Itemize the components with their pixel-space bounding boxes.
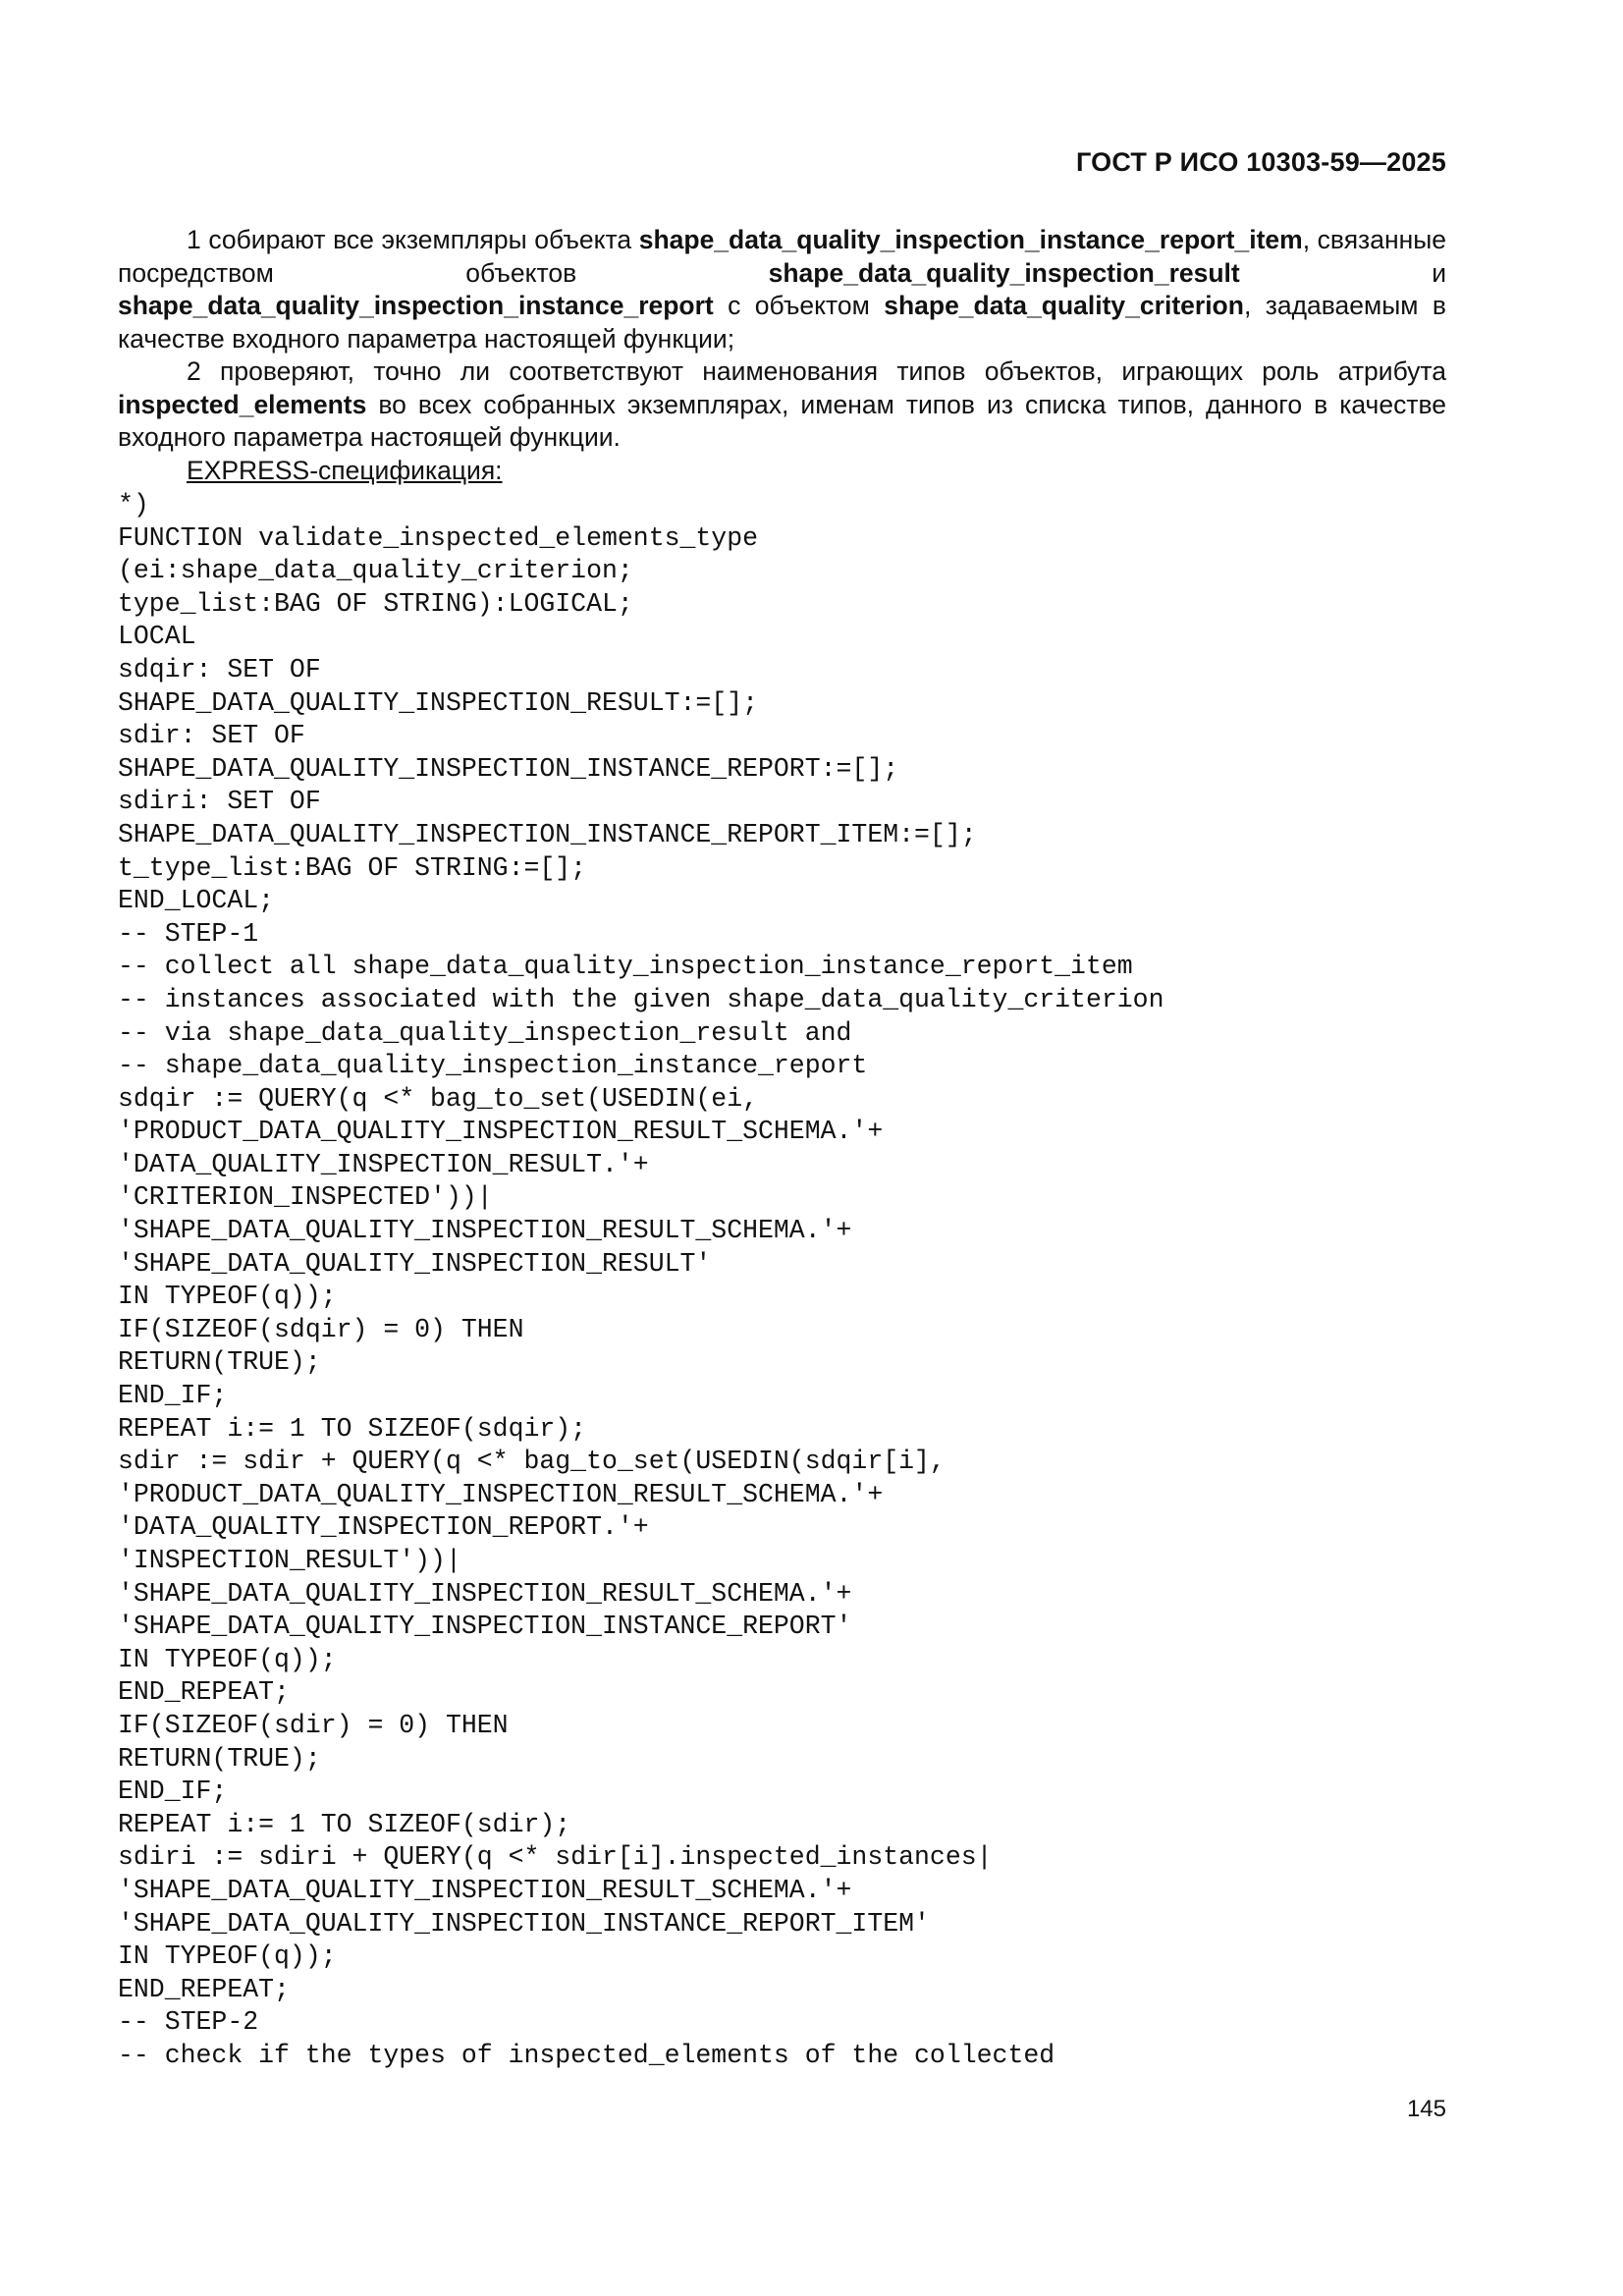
code-line: SHAPE_DATA_QUALITY_INSPECTION_INSTANCE_REPORT:=[];	[118, 753, 899, 784]
text-run: , задаваемым в качестве входного параметра настоящей функции;	[118, 291, 1446, 354]
code-line: 'SHAPE_DATA_QUALITY_INSPECTION_RESULT_SCHEMA.'+	[118, 1578, 852, 1609]
code-line: (ei:shape_data_quality_criterion;	[118, 556, 633, 586]
code-line: -- STEP-2	[118, 2007, 259, 2038]
code-line: 'SHAPE_DATA_QUALITY_INSPECTION_INSTANCE_REPORT_ITEM'	[118, 1908, 930, 1939]
code-line: FUNCTION validate_inspected_elements_type	[118, 522, 759, 553]
code-line: sdir := sdir + QUERY(q <* bag_to_set(USEDIN(sdqir[i],	[118, 1447, 946, 1477]
code-line: 'CRITERION_INSPECTED'))|	[118, 1182, 493, 1213]
code-line: IF(SIZEOF(sdir) = 0) THEN	[118, 1710, 509, 1740]
code-line: sdiri: SET OF	[118, 787, 321, 817]
code-line: -- collect all shape_data_quality_inspection_instance_report_item	[118, 952, 1133, 982]
code-line: SHAPE_DATA_QUALITY_INSPECTION_INSTANCE_REPORT_ITEM:=[];	[118, 819, 977, 849]
code-line: REPEAT i:= 1 TO SIZEOF(sdqir);	[118, 1413, 587, 1444]
page-content	[118, 224, 1446, 2073]
code-line: SHAPE_DATA_QUALITY_INSPECTION_RESULT:=[];	[118, 687, 759, 718]
text-run: 1 собирают все экземпляры объекта	[187, 225, 639, 254]
code-line: LOCAL	[118, 622, 196, 652]
document-header: ГОСТ Р ИСО 10303-59—2025	[1076, 147, 1446, 177]
code-line: END_IF;	[118, 1381, 228, 1411]
code-line: 'SHAPE_DATA_QUALITY_INSPECTION_RESULT_SCHEMA.'+	[118, 1875, 852, 1905]
code-line: IN TYPEOF(q));	[118, 1941, 337, 1972]
code-line: *)	[118, 490, 149, 519]
code-line: sdiri := sdiri + QUERY(q <* sdir[i].inspected_instances|	[118, 1842, 993, 1873]
code-line: sdqir: SET OF	[118, 654, 321, 684]
code-line: RETURN(TRUE);	[118, 1743, 321, 1774]
entity-name: shape_data_quality_inspection_result	[768, 257, 1240, 288]
text-run: и	[1239, 257, 1446, 288]
code-line: IN TYPEOF(q));	[118, 1282, 337, 1312]
text-run: с объектом	[713, 291, 885, 320]
code-line: -- check if the types of inspected_elements of the collected	[118, 2040, 1055, 2070]
code-line: 'SHAPE_DATA_QUALITY_INSPECTION_INSTANCE_REPORT'	[118, 1612, 852, 1642]
code-line: END_IF;	[118, 1777, 228, 1807]
entity-name: shape_data_quality_criterion	[884, 291, 1244, 320]
code-line: END_LOCAL;	[118, 886, 275, 916]
code-line: IN TYPEOF(q));	[118, 1644, 337, 1674]
code-line: -- STEP-1	[118, 918, 259, 949]
code-line: type_list:BAG OF STRING):LOGICAL;	[118, 588, 633, 619]
step-2-paragraph	[118, 355, 1446, 455]
code-line: sdir: SET OF	[118, 721, 305, 751]
express-spec-label	[118, 455, 1446, 488]
code-line: 'DATA_QUALITY_INSPECTION_RESULT.'+	[118, 1149, 649, 1179]
code-line: 'INSPECTION_RESULT'))|	[118, 1546, 461, 1575]
code-line: 'SHAPE_DATA_QUALITY_INSPECTION_RESULT'	[118, 1248, 712, 1279]
code-line: -- shape_data_quality_inspection_instance_report	[118, 1051, 868, 1081]
entity-name: shape_data_quality_inspection_instance_report	[118, 291, 714, 320]
code-line: -- instances associated with the given shape_data_quality_criterion	[118, 984, 1164, 1014]
text-run: 2 проверяют, точно ли соответствуют наименования типов объектов, играющих роль атрибута	[187, 356, 1446, 386]
code-line: END_REPEAT;	[118, 1974, 290, 2004]
express-code-block	[118, 489, 1446, 2073]
text-run: во всех собранных экземплярах, именам типов из списка типов, данного в качестве входного параметра настоящей функции.	[118, 389, 1446, 452]
code-line: t_type_list:BAG OF STRING:=[];	[118, 852, 587, 883]
code-line: 'PRODUCT_DATA_QUALITY_INSPECTION_RESULT_SCHEMA.'+	[118, 1117, 884, 1147]
code-line: 'PRODUCT_DATA_QUALITY_INSPECTION_RESULT_SCHEMA.'+	[118, 1479, 884, 1509]
code-line: sdqir := QUERY(q <* bag_to_set(USEDIN(ei,	[118, 1083, 759, 1114]
code-line: -- via shape_data_quality_inspection_result and	[118, 1017, 852, 1048]
attribute-name: inspected_elements	[118, 389, 367, 419]
text-run: , связанные посредством объектов	[118, 225, 1446, 288]
step-1-paragraph	[118, 224, 1446, 355]
code-line: RETURN(TRUE);	[118, 1347, 321, 1378]
code-line: IF(SIZEOF(sdqir) = 0) THEN	[118, 1314, 524, 1344]
page-number: 145	[1406, 2096, 1446, 2122]
code-line: 'DATA_QUALITY_INSPECTION_REPORT.'+	[118, 1512, 649, 1543]
entity-name: shape_data_quality_inspection_instance_report_item	[638, 225, 1303, 254]
code-line: END_REPEAT;	[118, 1677, 290, 1708]
code-line: 'SHAPE_DATA_QUALITY_INSPECTION_RESULT_SCHEMA.'+	[118, 1216, 852, 1246]
express-spec-label-text: EXPRESS-спецификация:	[187, 455, 503, 485]
code-line: REPEAT i:= 1 TO SIZEOF(sdir);	[118, 1809, 571, 1839]
